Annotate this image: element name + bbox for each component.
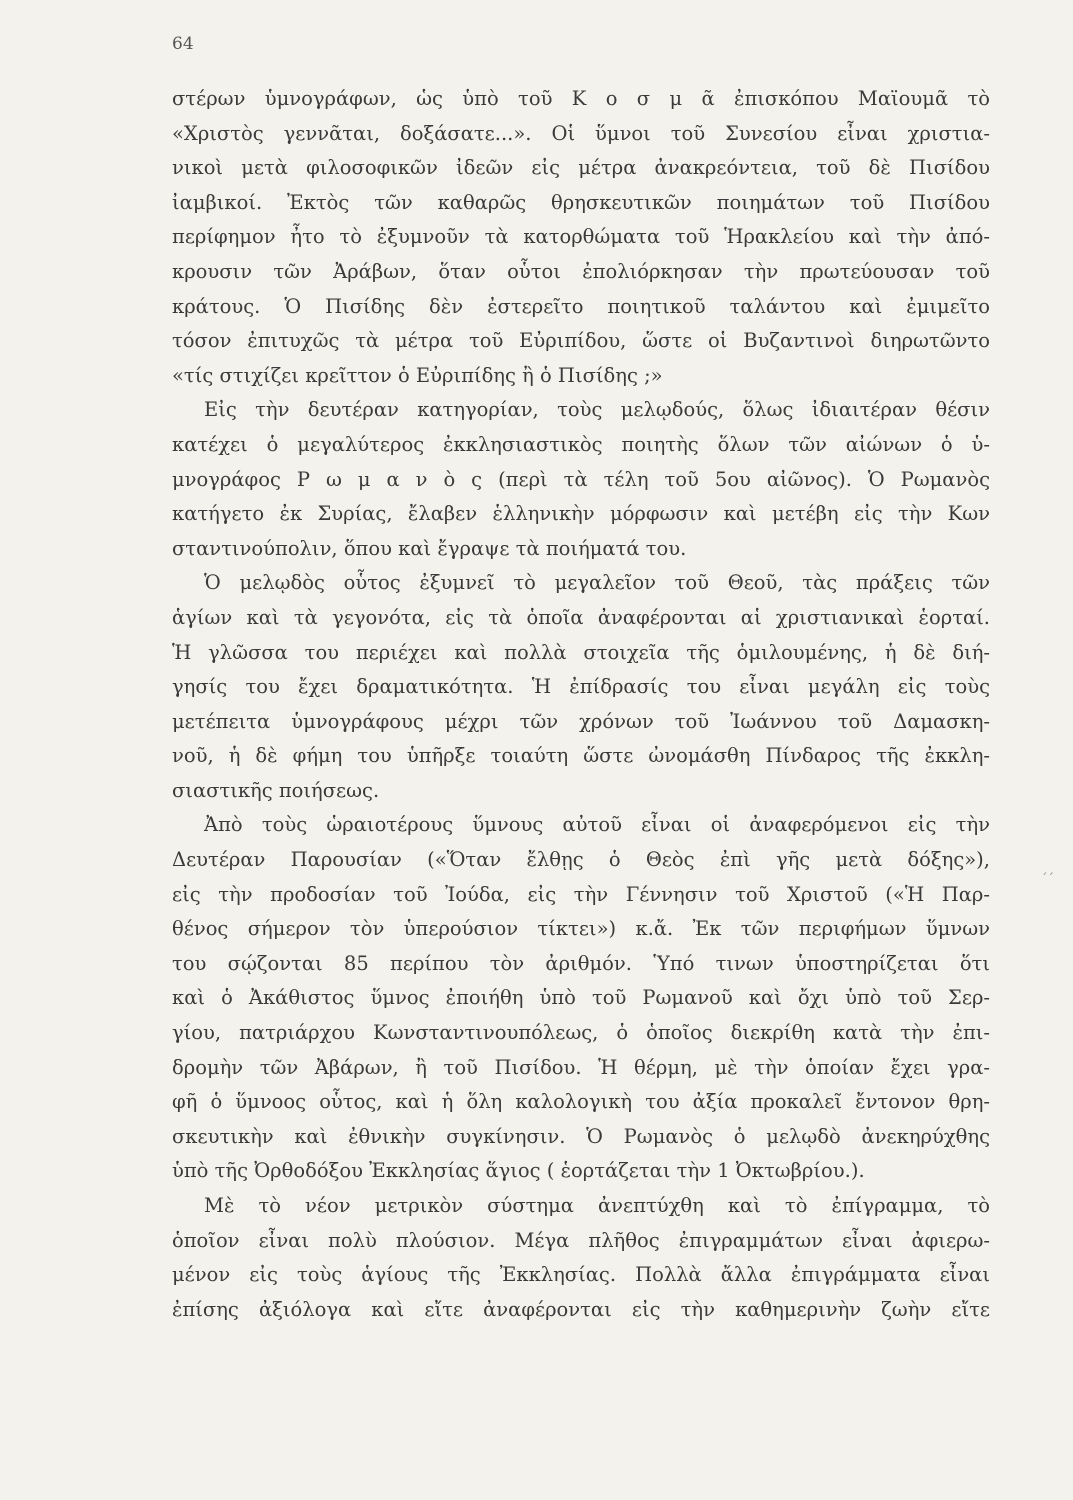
text-line: μετέπειτα ὑμνογράφους μέχρι τῶν χρόνων τοῦ Ἰωάννου τοῦ Δαμασκη-	[172, 709, 990, 733]
text-line: θένος σήμερον τὸν ὑπερούσιον τίκτει») κ.ἄ. Ἐκ τῶν περιφήμων ὕμνων	[172, 917, 990, 941]
text-line: Ἀπὸ τοὺς ὡραιοτέρους ὕμνους αὐτοῦ εἶναι οἱ ἀναφερόμενοι εἰς τὴν	[204, 813, 990, 837]
text-line: ὑπὸ τῆς Ὀρθοδόξου Ἐκκλησίας ἅγιος ( ἑορτάζεται τὴν 1 Ὀκτωβρίου.).	[172, 1159, 865, 1183]
text-line: Ὁ μελῳδὸς οὗτος ἐξυμνεῖ τὸ μεγαλεῖον τοῦ Θεοῦ, τὰς πράξεις τῶν	[204, 571, 990, 595]
text-line: δρομὴν τῶν Ἀβάρων, ἢ τοῦ Πισίδου. Ἡ θέρμη, μὲ τὴν ὁποίαν ἔχει γρα-	[172, 1055, 990, 1079]
text-line: «Χριστὸς γεννᾶται, δοξάσατε...». Οἱ ὕμνοι τοῦ Συνεσίου εἶναι χριστια-	[172, 121, 990, 145]
text-line: Εἰς τὴν δευτέραν κατηγορίαν, τοὺς μελῳδούς, ὅλως ἰδιαιτέραν θέσιν	[204, 398, 990, 422]
text-line: ἰαμβικοί. Ἐκτὸς τῶν καθαρῶς θρησκευτικῶν ποιημάτων τοῦ Πισίδου	[172, 190, 990, 214]
text-line: σιαστικῆς ποιήσεως.	[172, 778, 380, 802]
text-line: «τίς στιχίζει κρεῖττον ὁ Εὐριπίδης ἢ ὁ Πισίδης ;»	[172, 363, 663, 387]
body-text	[172, 82, 990, 1327]
text-line: στέρων ὑμνογράφων, ὡς ὑπὸ τοῦ Κ ο σ μ ᾶ ἐπισκόπου Μαϊουμᾶ τὸ	[172, 87, 990, 110]
text-line: νικοὶ μετὰ φιλοσοφικῶν ἰδεῶν εἰς μέτρα ἀνακρεόντεια, τοῦ δὲ Πισίδου	[172, 156, 990, 180]
text-line: σκευτικὴν καὶ ἐθνικὴν συγκίνησιν. Ὁ Ρωμανὸς ὁ μελῳδὸ ἀνεκηρύχθης	[172, 1124, 990, 1148]
text-line: κράτους. Ὁ Πισίδης δὲν ἐστερεῖτο ποιητικοῦ ταλάντου καὶ ἐμιμεῖτο	[172, 294, 990, 318]
text-line: γίου, πατριάρχου Κωνσταντινουπόλεως, ὁ ὁποῖος διεκρίθη κατὰ τὴν ἐπι-	[172, 1021, 990, 1045]
text-line: τόσον ἐπιτυχῶς τὰ μέτρα τοῦ Εὐριπίδου, ὥστε οἱ Βυζαντινοὶ διηρωτῶντο	[172, 329, 990, 353]
text-line: νοῦ, ἡ δὲ φήμη του ὑπῆρξε τοιαύτη ὥστε ὠνομάσθη Πίνδαρος τῆς ἐκκλη-	[172, 744, 990, 768]
page-number: 64	[172, 34, 194, 54]
text-line: Ἡ γλῶσσα του περιέχει καὶ πολλὰ στοιχεῖα τῆς ὁμιλουμένης, ἡ δὲ διή-	[172, 640, 990, 664]
text-line: γησίς του ἔχει δραματικότητα. Ἡ ἐπίδρασίς του εἶναι μεγάλη εἰς τοὺς	[172, 675, 990, 699]
text-line: ἁγίων καὶ τὰ γεγονότα, εἰς τὰ ὁποῖα ἀναφέρονται αἱ χριστιανικαὶ ἑορταί.	[172, 605, 990, 629]
text-line: κατέχει ὁ μεγαλύτερος ἐκκλησιαστικὸς ποιητὴς ὅλων τῶν αἰώνων ὁ ὑ-	[172, 432, 990, 456]
text-line: μένον εἰς τοὺς ἁγίους τῆς Ἐκκλησίας. Πολλὰ ἄλλα ἐπιγράμματα εἶναι	[172, 1263, 990, 1287]
text-line: σταντινούπολιν, ὅπου καὶ ἔγραψε τὰ ποιήματά του.	[172, 536, 687, 560]
text-line: του σῴζονται 85 περίπου τὸν ἀριθμόν. Ὑπό τινων ὑποστηρίζεται ὅτι	[172, 951, 990, 975]
text-line: ὁποῖον εἶναι πολὺ πλούσιον. Μέγα πλῆθος ἐπιγραμμάτων εἶναι ἀφιερω-	[172, 1228, 990, 1252]
text-line: περίφημον ἦτο τὸ ἐξυμνοῦν τὰ κατορθώματα τοῦ Ἡρακλείου καὶ τὴν ἀπό-	[172, 225, 990, 249]
text-line: κρουσιν τῶν Ἀράβων, ὅταν οὗτοι ἐπολιόρκησαν τὴν πρωτεύουσαν τοῦ	[172, 259, 990, 283]
text-line: μνογράφος Ρ ω μ α ν ὸ ς (περὶ τὰ τέλη τοῦ 5ου αἰῶνος). Ὁ Ρωμανὸς	[172, 467, 990, 491]
text-line: ἐπίσης ἀξιόλογα καὶ εἴτε ἀναφέρονται εἰς τὴν καθημερινὴν ζωὴν εἴτε	[172, 1297, 990, 1321]
text-line: εἰς τὴν προδοσίαν τοῦ Ἰούδα, εἰς τὴν Γέννησιν τοῦ Χριστοῦ («Ἡ Παρ-	[172, 882, 990, 906]
text-line: καὶ ὁ Ἀκάθιστος ὕμνος ἐποιήθη ὑπὸ τοῦ Ρωμανοῦ καὶ ὄχι ὑπὸ τοῦ Σερ-	[172, 986, 990, 1010]
text-line: Μὲ τὸ νέον μετρικὸν σύστημα ἀνεπτύχθη καὶ τὸ ἐπίγραμμα, τὸ	[204, 1194, 990, 1217]
margin-mark: ´´	[1041, 872, 1054, 887]
text-line: Δευτέραν Παρουσίαν («Ὅταν ἔλθῃς ὁ Θεὸς ἐπὶ γῆς μετὰ δόξης»),	[172, 848, 990, 872]
text-line: κατήγετο ἐκ Συρίας, ἔλαβεν ἑλληνικὴν μόρφωσιν καὶ μετέβη εἰς τὴν Κων	[172, 502, 990, 526]
text-line: φῆ ὁ ὕμνοος οὗτος, καὶ ἡ ὅλη καλολογικὴ του ἀξία προκαλεῖ ἔντονον θρη-	[172, 1090, 990, 1114]
